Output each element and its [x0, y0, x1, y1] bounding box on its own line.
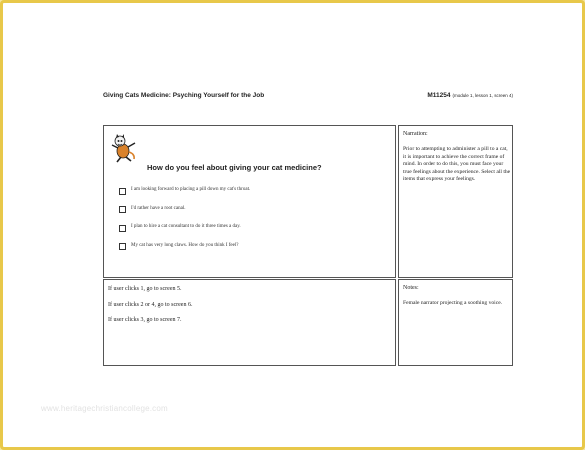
branching-rule: If user clicks 1, go to screen 5.: [108, 286, 182, 292]
branching-logic-list: [108, 286, 192, 333]
question-heading: How do you feel about giving your cat medicine?: [147, 163, 322, 172]
document-code-detail: (module 1, lesson 1, screen 4): [452, 93, 513, 98]
option-checkbox[interactable]: [119, 243, 126, 250]
notes-panel: [398, 279, 513, 366]
option-label: I plan to hire a cat consultant to do it three times a day.: [131, 224, 241, 229]
narration-panel: [398, 125, 513, 278]
document-code: [427, 92, 513, 99]
branching-logic-panel: [103, 279, 396, 366]
notes-text: Female narrator projecting a soothing voice.: [403, 300, 503, 306]
option-label: My cat has very long claws. How do you think I feel?: [131, 242, 239, 248]
answer-options: [119, 187, 250, 261]
screen-mockup-panel: [103, 125, 396, 278]
narration-label: Narration:: [403, 131, 428, 137]
option-checkbox[interactable]: [119, 206, 126, 213]
narration-text: Prior to attempting to administer a pill to a cat, it is important to achieve the correct frame of mind. In order to do this, you must face your true feelings about the experience. Select all the items that express your feelings.: [403, 146, 511, 183]
document-header: [103, 92, 513, 104]
running-cat-cartoon-icon: [108, 132, 140, 164]
answer-option-4[interactable]: [119, 243, 250, 262]
answer-option-2[interactable]: [119, 206, 250, 225]
answer-option-1[interactable]: [119, 187, 250, 206]
option-checkbox[interactable]: [119, 225, 126, 232]
document-code-id: M11254: [427, 92, 451, 99]
option-label: I'd rather have a root canal.: [131, 205, 186, 211]
option-label: I am looking forward to placing a pill down my cat's throat.: [131, 187, 251, 192]
document-title: Giving Cats Medicine: Psyching Yourself for the Job: [103, 92, 265, 99]
branching-rule: If user clicks 2 or 4, go to screen 6.: [108, 301, 193, 308]
answer-option-3[interactable]: [119, 224, 250, 243]
option-checkbox[interactable]: [119, 188, 126, 195]
watermark: www.heritagechristiancollege.com: [41, 404, 168, 413]
branching-rule: If user clicks 3, go to screen 7.: [108, 317, 182, 323]
notes-label: Notes:: [403, 285, 419, 291]
